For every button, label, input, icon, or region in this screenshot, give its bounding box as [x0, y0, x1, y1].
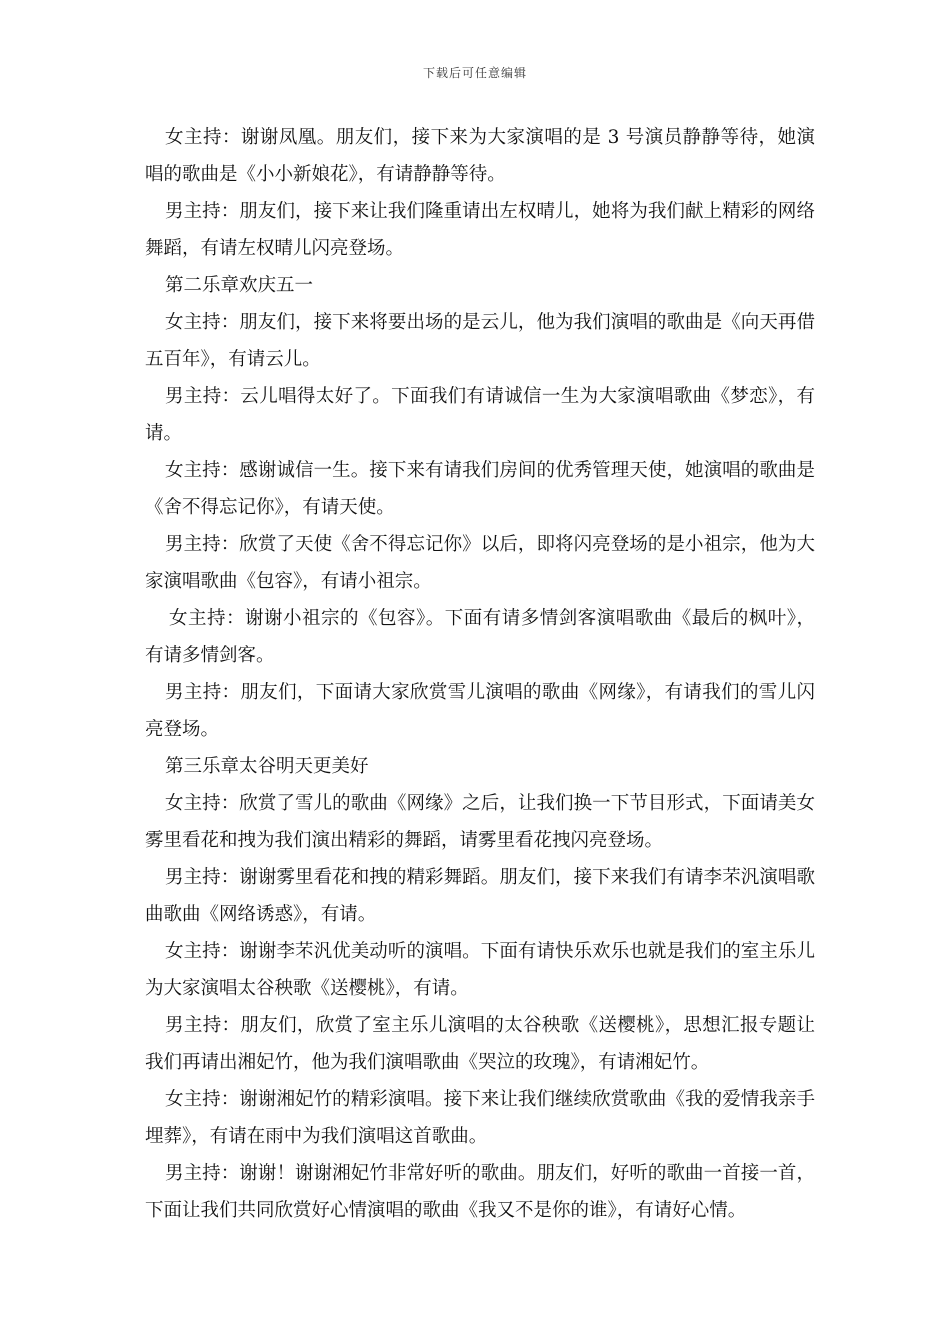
paragraph-male-host-6: 男主持：朋友们，欣赏了室主乐儿演唱的太谷秧歌《送樱桃》，思想汇报专题让我们再请出湘妃竹，他为我们演唱歌曲《哭泣的玫瑰》，有请湘妃竹。: [145, 1015, 815, 1073]
paragraph-female-host-3: 女主持：感谢诚信一生。接下来有请我们房间的优秀管理天使，她演唱的歌曲是《舍不得忘记你》，有请天使。: [145, 460, 815, 518]
paragraph-female-host-6: 女主持：谢谢李芣汎优美动听的演唱。下面有请快乐欢乐也就是我们的室主乐儿为大家演唱太谷秧歌《送樱桃》，有请。: [145, 941, 815, 999]
document-body: [145, 119, 815, 1229]
paragraph-male-host-7: 男主持：谢谢！谢谢湘妃竹非常好听的歌曲。朋友们，好听的歌曲一首接一首，下面让我们共同欣赏好心情演唱的歌曲《我又不是你的谁》，有请好心情。: [145, 1163, 815, 1221]
paragraph-male-host-5: 男主持：谢谢雾里看花和拽的精彩舞蹈。朋友们，接下来我们有请李芣汎演唱歌曲歌曲《网络诱惑》，有请。: [145, 867, 815, 925]
paragraph-male-host-2: 男主持：云儿唱得太好了。下面我们有请诚信一生为大家演唱歌曲《梦恋》，有请。: [145, 386, 815, 444]
paragraph-female-host-4: 女主持：谢谢小祖宗的《包容》。下面有请多情剑客演唱歌曲《最后的枫叶》，有请多情剑客。: [145, 608, 815, 666]
paragraph-female-host-1: 女主持：谢谢凤凰。朋友们，接下来为大家演唱的是 3 号演员静静等待，她演唱的歌曲是《小小新娘花》，有请静静等待。: [145, 127, 815, 185]
paragraph-female-host-5: 女主持：欣赏了雪儿的歌曲《网缘》之后，让我们换一下节目形式，下面请美女雾里看花和拽为我们演出精彩的舞蹈，请雾里看花拽闪亮登场。: [145, 793, 815, 851]
section-heading-chapter-3: 第三乐章太谷明天更美好: [165, 756, 369, 777]
paragraph-female-host-7: 女主持：谢谢湘妃竹的精彩演唱。接下来让我们继续欣赏歌曲《我的爱情我亲手埋葬》，有请在雨中为我们演唱这首歌曲。: [145, 1089, 815, 1147]
paragraph-male-host-3: 男主持：欣赏了天使《舍不得忘记你》以后，即将闪亮登场的是小祖宗，他为大家演唱歌曲《包容》，有请小祖宗。: [145, 534, 815, 592]
paragraph-female-host-2: 女主持：朋友们，接下来将要出场的是云儿，他为我们演唱的歌曲是《向天再借五百年》，有请云儿。: [145, 312, 815, 370]
section-heading-chapter-2: 第二乐章欢庆五一: [165, 275, 314, 296]
page-header-note: 下载后可任意编辑: [422, 66, 527, 80]
paragraph-male-host-1: 男主持：朋友们，接下来让我们隆重请出左权晴儿，她将为我们献上精彩的网络舞蹈，有请左权晴儿闪亮登场。: [145, 201, 815, 259]
paragraph-male-host-4: 男主持：朋友们，下面请大家欣赏雪儿演唱的歌曲《网缘》，有请我们的雪儿闪亮登场。: [145, 682, 815, 740]
